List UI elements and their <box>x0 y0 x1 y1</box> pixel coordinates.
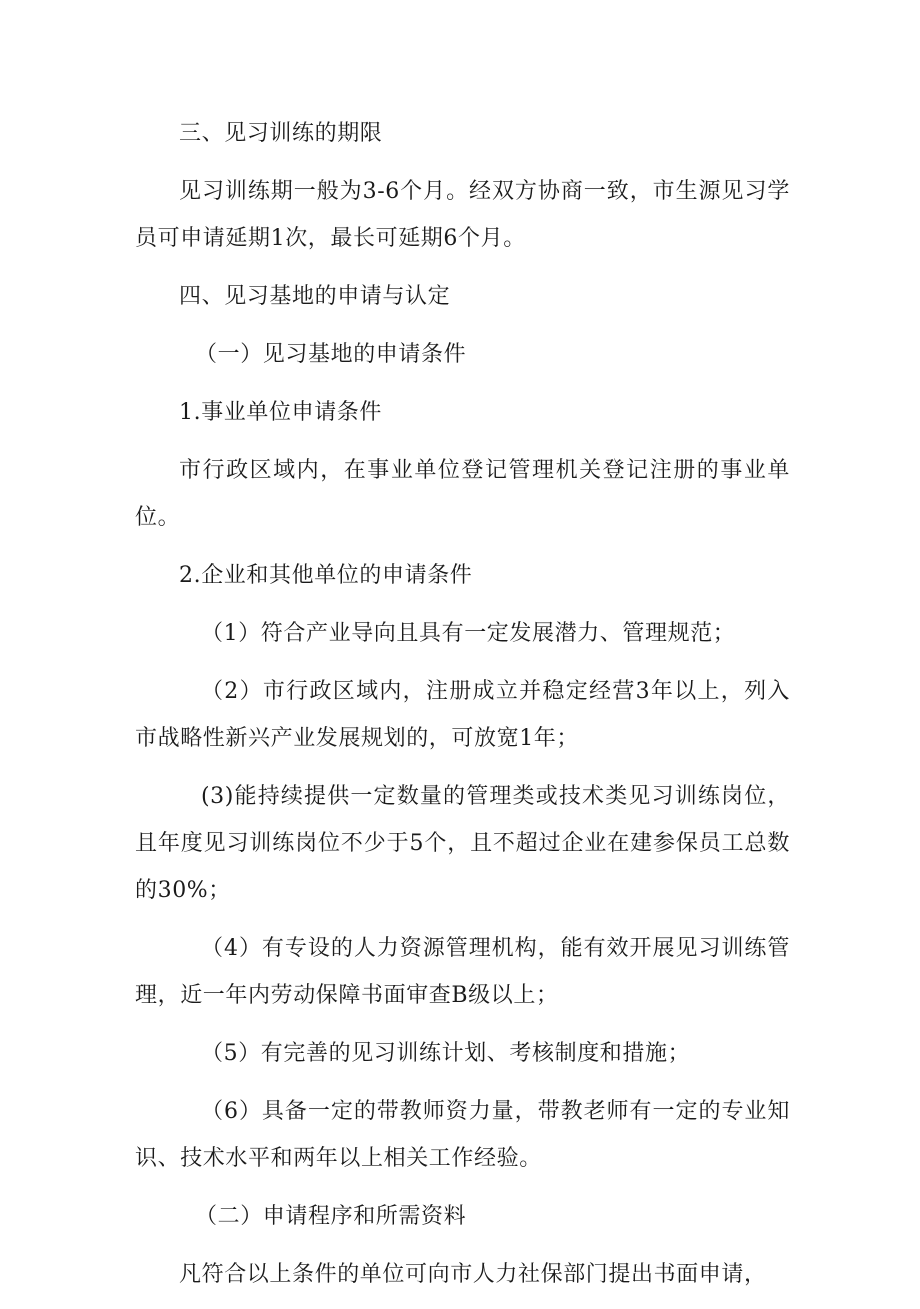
paragraph: （6）具备一定的带教师资力量，带教老师有一定的专业知识、技术水平和两年以上相关工作经验。 <box>135 1099 790 1171</box>
paragraph: （5）有完善的见习训练计划、考核制度和措施； <box>201 1041 691 1066</box>
paragraph: （二）申请程序和所需资料 <box>195 1204 467 1229</box>
paragraph: 凡符合以上条件的单位可向市人力社保部门提出书面申请， <box>179 1262 767 1287</box>
paragraph: （1）符合产业导向且具有一定发展潜力、管理规范； <box>201 621 736 646</box>
paragraph: 四、见习基地的申请与认定 <box>179 284 451 309</box>
paragraph: （2）市行政区域内，注册成立并稳定经营3年以上，列入市战略性新兴产业发展规划的，可放宽1年； <box>135 679 790 751</box>
paragraph: 市行政区域内，在事业单位登记管理机关登记注册的事业单位。 <box>135 458 790 530</box>
paragraph: 2.企业和其他单位的申请条件 <box>179 563 473 588</box>
paragraph: 见习训练期一般为3-6个月。经双方协商一致，市生源见习学员可申请延期1次，最长可延期6个月。 <box>135 179 790 251</box>
paragraph: （一）见习基地的申请条件 <box>195 342 467 367</box>
paragraph: （4）有专设的人力资源管理机构，能有效开展见习训练管理，近一年内劳动保障书面审查B级以上； <box>135 936 790 1008</box>
paragraph: 三、见习训练的期限 <box>179 121 383 146</box>
document-body <box>135 110 790 1309</box>
paragraph: 1.事业单位申请条件 <box>179 400 382 425</box>
paragraph: (3)能持续提供一定数量的管理类或技术类见习训练岗位，且年度见习训练岗位不少于5个，且不超过企业在建参保员工总数的30%； <box>135 784 790 903</box>
